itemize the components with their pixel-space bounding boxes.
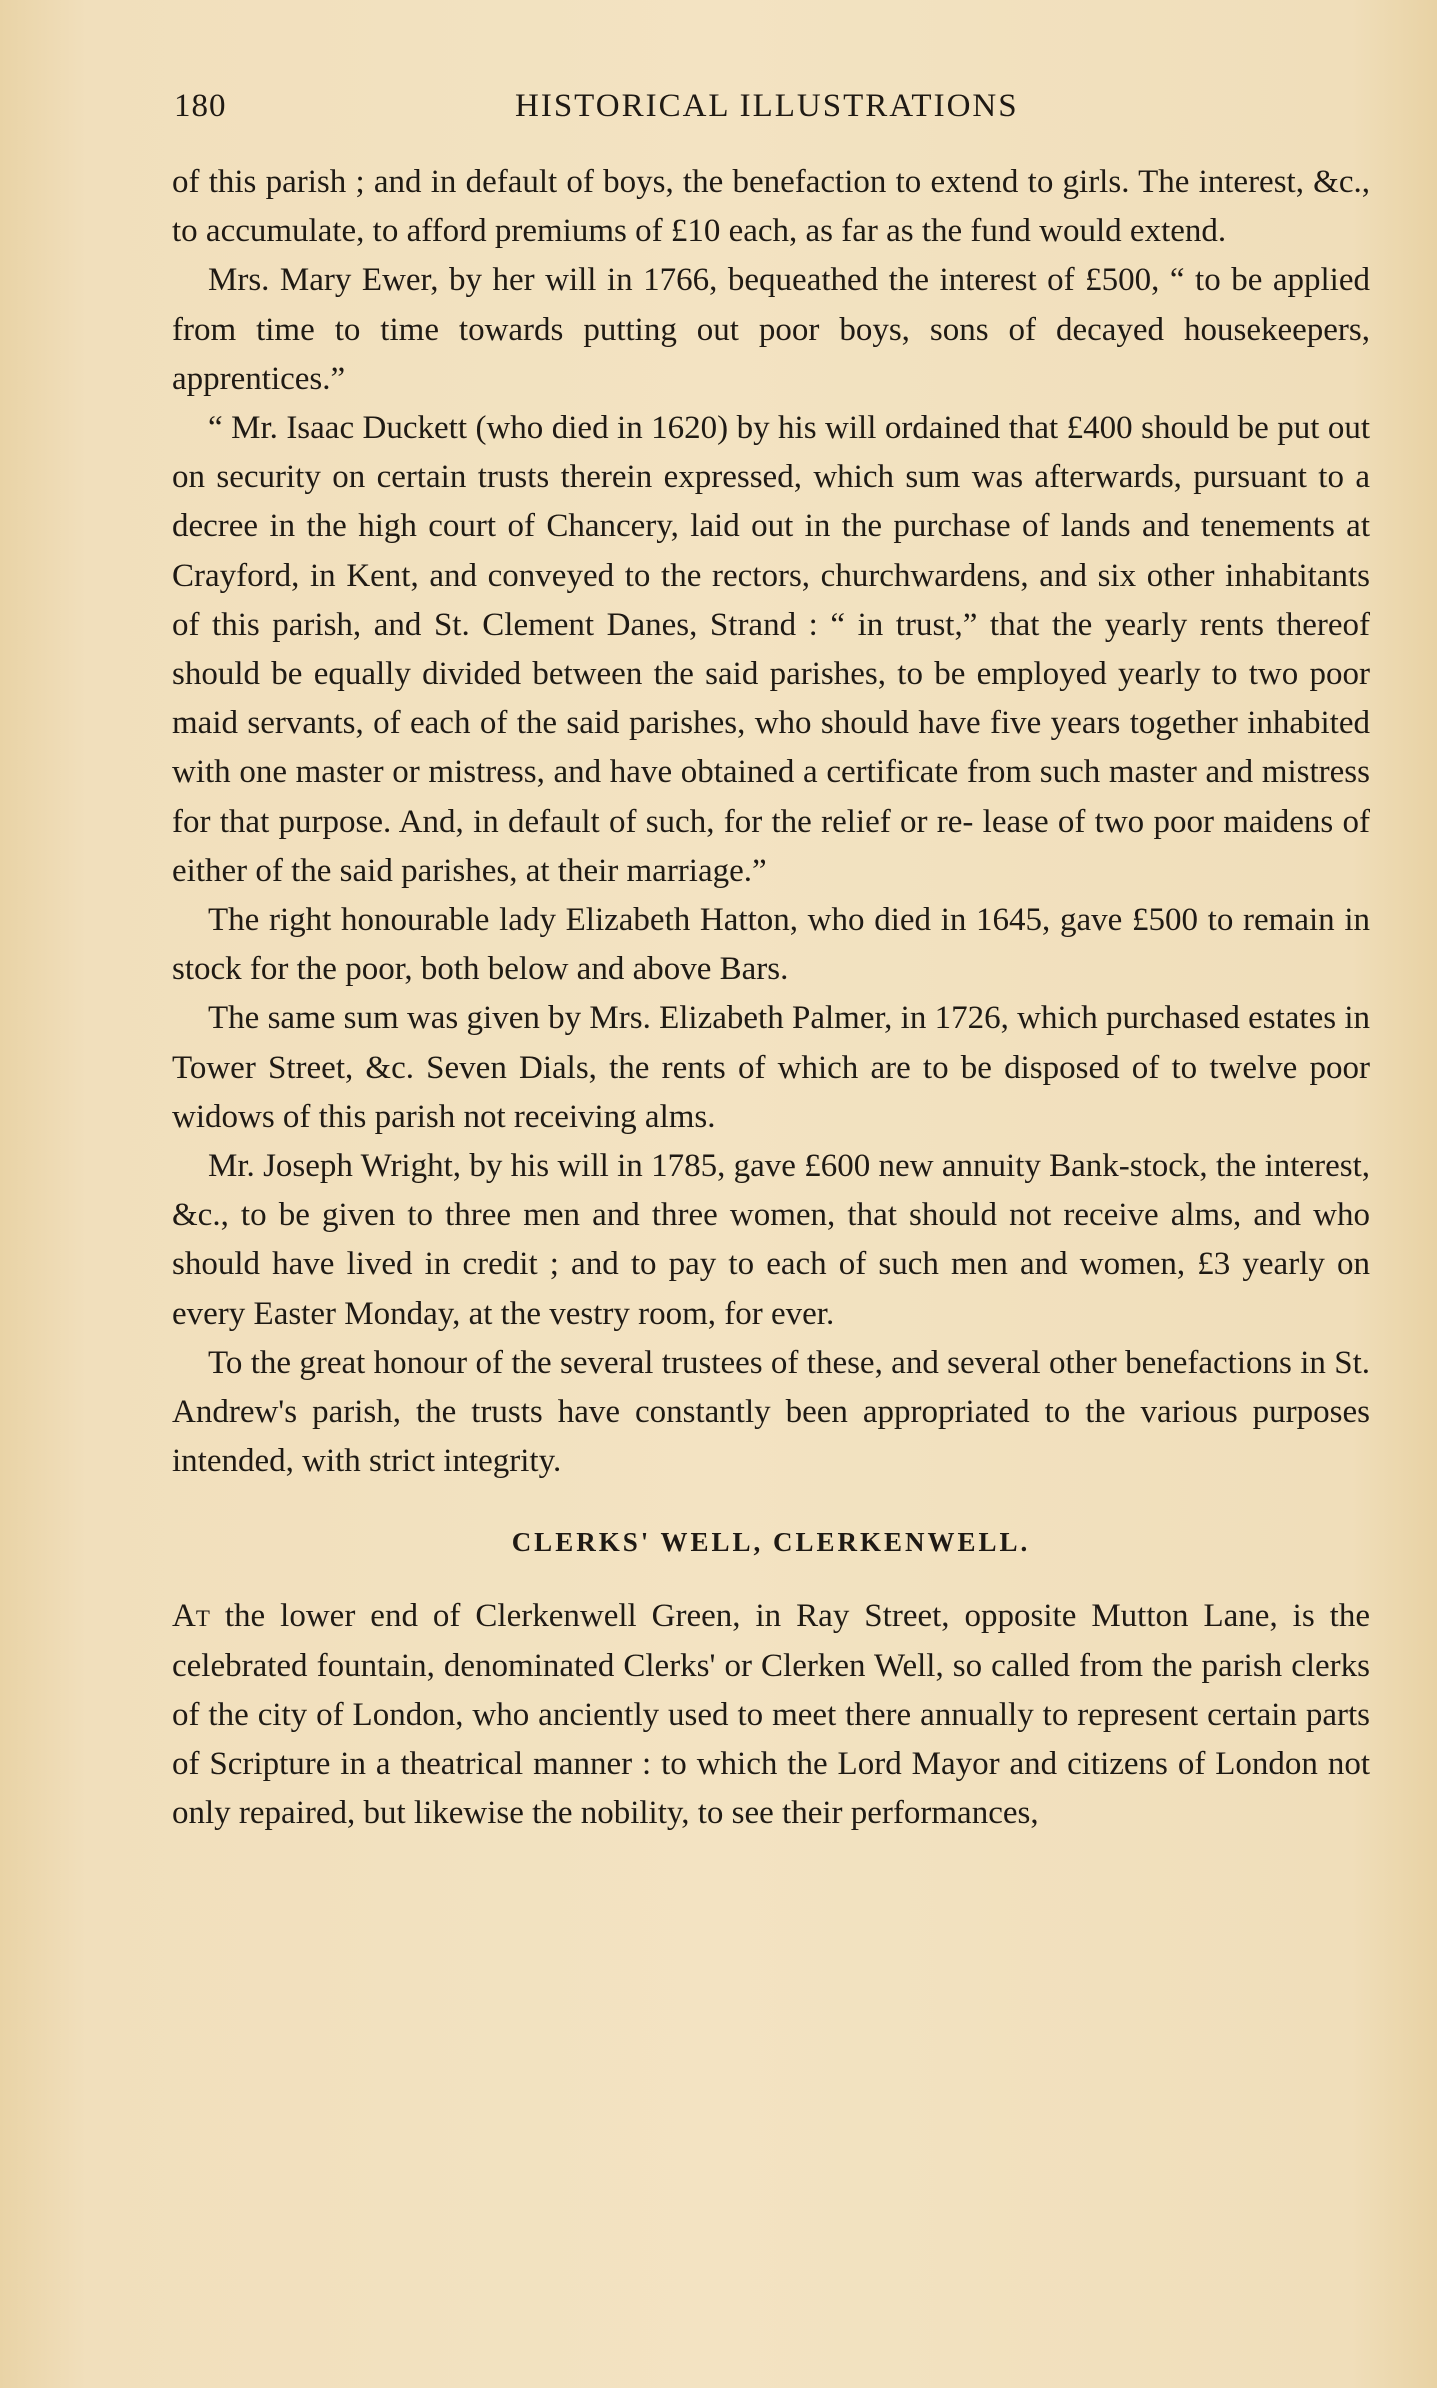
paragraph-2: Mrs. Mary Ewer, by her will in 1766, bequeathed the interest of £500, “ to be applied from time to time towards putting out poor boys, sons of decayed housekeepers, apprentices.” <box>172 262 1370 397</box>
paragraph-1: of this parish ; and in default of boys, the benefaction to extend to girls. The interest, &c., to accumulate, to afford premiums of £10 each, as far as the fund would extend. <box>172 164 1370 250</box>
running-head: HISTORICAL ILLUSTRATIONS <box>515 88 1019 124</box>
section-paragraph <box>172 1592 1370 1838</box>
page-number: 180 <box>174 88 227 124</box>
paragraph-5: The same sum was given by Mrs. Elizabeth Palmer, in 1726, which purchased estates in Tower Street, &c. Seven Dials, the rents of which are to be disposed of to twelve poor widows of this parish not receiving alms. <box>172 1000 1370 1135</box>
paragraph-4: The right honourable lady Elizabeth Hatton, who died in 1645, gave £500 to remain in stock for the poor, both below and above Bars. <box>172 902 1370 988</box>
paragraph-7: To the great honour of the several trustees of these, and several other benefactions in St. Andrew's parish, the trusts have constantly been appropriated to the various purposes intended, with strict integrity. <box>172 1344 1370 1480</box>
body-text <box>172 158 1370 1839</box>
page-header <box>170 88 1260 134</box>
paragraph-3: “ Mr. Isaac Duckett (who died in 1620) by his will ordained that £400 should be put out on security on certain trusts therein expressed, which sum was afterwards, pursuant to a decree in the high court of Chancery, laid out in the purchase of lands and tenements at Crayford, in Kent, and conveyed to the rectors, churchwardens, and six other inhabitants of this parish, and St. Clement Danes, Strand : “ in trust,” that the yearly rents thereof should be equally divided between the said parishes, to be employed yearly to two poor maid servants, of each of the said parishes, who should have five years together inhabited with one master or mistress, and have obtained a certificate from such master and mistress for that purpose. And, in default of such, for the relief or re- lease of two poor maidens of either of the said parishes, at their marriage.” <box>172 410 1370 889</box>
section-lead-word: At <box>172 1598 210 1635</box>
section-paragraph-text: the lower end of Clerkenwell Green, in Ray Street, opposite Mutton Lane, is the celebrated fountain, denominated Clerks' or Clerken Well, so called from the parish clerks of the city of London, who anciently used to meet there annually to represent certain parts of Scripture in a theatrical manner : to which the Lord Mayor and citizens of London not only repaired, but likewise the nobility, to see their performances, <box>172 1598 1370 1832</box>
paragraph-6: Mr. Joseph Wright, by his will in 1785, gave £600 new annuity Bank-stock, the interest, &c., to be given to three men and three women, that should not receive alms, and who should have lived in credit ; and to pay to each of such men and women, £3 yearly on every Easter Monday, at the vestry room, for ever. <box>172 1148 1370 1332</box>
section-heading: CLERKS' WELL, CLERKENWELL. <box>511 1527 1031 1558</box>
